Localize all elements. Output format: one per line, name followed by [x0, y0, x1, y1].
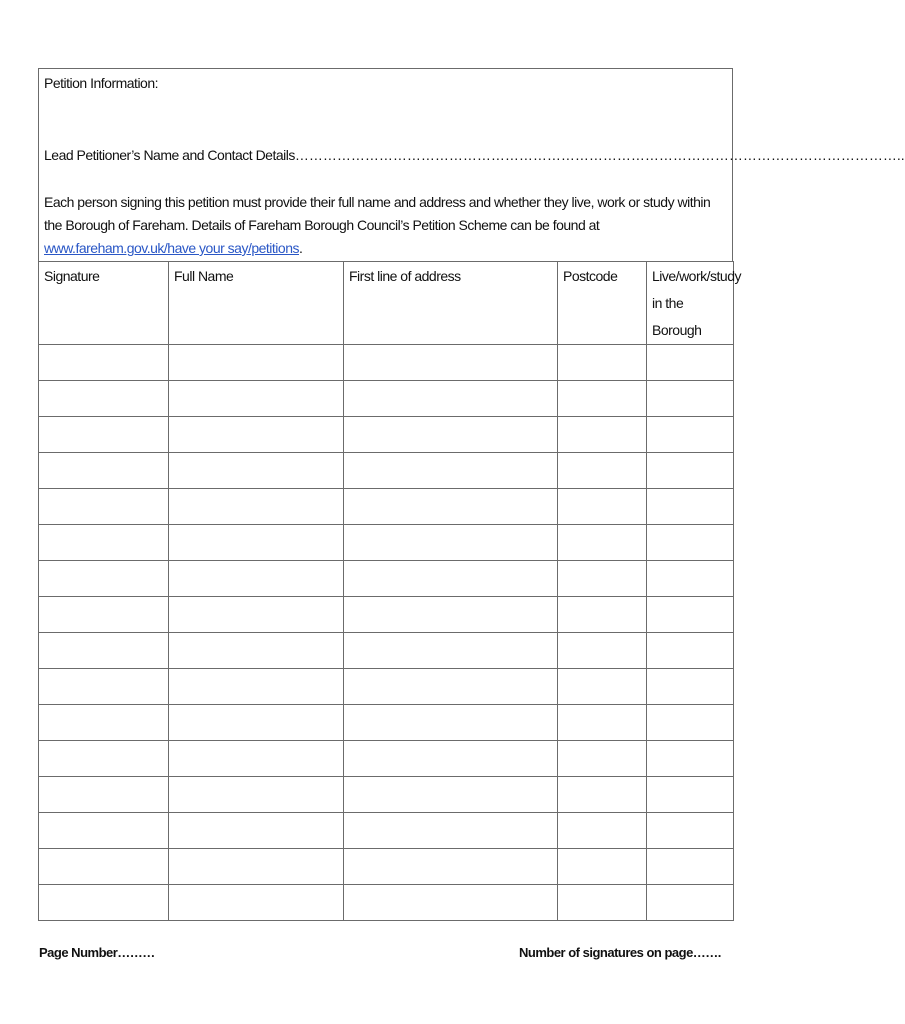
cell-postcode[interactable] [558, 813, 647, 849]
column-header-live-work-study: Live/work/study in the Borough [647, 262, 734, 345]
cell-full-name[interactable] [169, 417, 344, 453]
cell-live-work-study[interactable] [647, 525, 734, 561]
cell-live-work-study[interactable] [647, 633, 734, 669]
cell-full-name[interactable] [169, 705, 344, 741]
instructions-end: . [299, 240, 303, 256]
table-row [39, 813, 734, 849]
signature-table [38, 261, 741, 921]
cell-live-work-study[interactable] [647, 381, 734, 417]
lead-petitioner-dots[interactable]: ………………………………………………………………………………………………………………….. [294, 147, 905, 163]
cell-live-work-study[interactable] [647, 885, 734, 921]
cell-address[interactable] [344, 813, 558, 849]
cell-live-work-study[interactable] [647, 561, 734, 597]
cell-full-name[interactable] [169, 777, 344, 813]
cell-address[interactable] [344, 777, 558, 813]
cell-address[interactable] [344, 633, 558, 669]
table-row [39, 777, 734, 813]
cell-full-name[interactable] [169, 849, 344, 885]
cell-address[interactable] [344, 561, 558, 597]
cell-postcode[interactable] [558, 453, 647, 489]
instructions-text: Each person signing this petition must provide their full name and address and whether they live, work or study within the Borough of Fareham. Details of Fareham Borough Council’s Petition Scheme can be found at [44, 194, 711, 233]
cell-full-name[interactable] [169, 741, 344, 777]
cell-postcode[interactable] [558, 633, 647, 669]
cell-live-work-study[interactable] [647, 597, 734, 633]
table-row [39, 417, 734, 453]
cell-signature[interactable] [39, 849, 169, 885]
cell-live-work-study[interactable] [647, 741, 734, 777]
cell-signature[interactable] [39, 525, 169, 561]
cell-live-work-study[interactable] [647, 453, 734, 489]
cell-full-name[interactable] [169, 813, 344, 849]
petition-info-title: Petition Information: [44, 75, 159, 91]
cell-address[interactable] [344, 741, 558, 777]
cell-postcode[interactable] [558, 381, 647, 417]
table-row [39, 525, 734, 561]
cell-full-name[interactable] [169, 885, 344, 921]
cell-signature[interactable] [39, 669, 169, 705]
table-row [39, 561, 734, 597]
cell-live-work-study[interactable] [647, 489, 734, 525]
cell-signature[interactable] [39, 705, 169, 741]
cell-full-name[interactable] [169, 669, 344, 705]
petition-scheme-link[interactable]: www.fareham.gov.uk/have your say/petitions [44, 240, 299, 256]
cell-signature[interactable] [39, 453, 169, 489]
table-row [39, 849, 734, 885]
cell-signature[interactable] [39, 813, 169, 849]
cell-address[interactable] [344, 849, 558, 885]
cell-postcode[interactable] [558, 669, 647, 705]
cell-full-name[interactable] [169, 381, 344, 417]
cell-address[interactable] [344, 597, 558, 633]
table-row [39, 345, 734, 381]
cell-postcode[interactable] [558, 885, 647, 921]
cell-address[interactable] [344, 885, 558, 921]
column-header-postcode: Postcode [558, 262, 647, 345]
cell-full-name[interactable] [169, 597, 344, 633]
cell-live-work-study[interactable] [647, 669, 734, 705]
column-header-address: First line of address [344, 262, 558, 345]
table-row [39, 633, 734, 669]
table-header-row [39, 262, 734, 345]
cell-live-work-study[interactable] [647, 345, 734, 381]
cell-postcode[interactable] [558, 525, 647, 561]
lead-petitioner-label: Lead Petitioner’s Name and Contact Details [44, 147, 295, 163]
cell-full-name[interactable] [169, 489, 344, 525]
cell-signature[interactable] [39, 633, 169, 669]
cell-signature[interactable] [39, 885, 169, 921]
cell-postcode[interactable] [558, 345, 647, 381]
table-row [39, 669, 734, 705]
cell-postcode[interactable] [558, 705, 647, 741]
petition-info-box [38, 68, 905, 261]
cell-full-name[interactable] [169, 453, 344, 489]
cell-live-work-study[interactable] [647, 849, 734, 885]
cell-address[interactable] [344, 525, 558, 561]
cell-live-work-study[interactable] [647, 813, 734, 849]
column-header-signature: Signature [39, 262, 169, 345]
cell-address[interactable] [344, 489, 558, 525]
cell-postcode[interactable] [558, 417, 647, 453]
cell-signature[interactable] [39, 561, 169, 597]
cell-address[interactable] [344, 345, 558, 381]
cell-signature[interactable] [39, 777, 169, 813]
cell-address[interactable] [344, 417, 558, 453]
cell-live-work-study[interactable] [647, 777, 734, 813]
table-row [39, 489, 734, 525]
page-number-field[interactable]: Page Number……… [39, 945, 155, 960]
column-header-full-name: Full Name [169, 262, 344, 345]
cell-full-name[interactable] [169, 345, 344, 381]
cell-address[interactable] [344, 705, 558, 741]
cell-full-name[interactable] [169, 561, 344, 597]
cell-postcode[interactable] [558, 741, 647, 777]
cell-signature[interactable] [39, 597, 169, 633]
cell-signature[interactable] [39, 381, 169, 417]
table-row [39, 381, 734, 417]
cell-postcode[interactable] [558, 489, 647, 525]
petition-instructions [44, 191, 724, 260]
cell-postcode[interactable] [558, 561, 647, 597]
signature-table-body [39, 345, 734, 921]
cell-signature[interactable] [39, 345, 169, 381]
cell-live-work-study[interactable] [647, 705, 734, 741]
cell-postcode[interactable] [558, 597, 647, 633]
cell-address[interactable] [344, 669, 558, 705]
cell-signature[interactable] [39, 417, 169, 453]
cell-postcode[interactable] [558, 849, 647, 885]
table-row [39, 705, 734, 741]
cell-signature[interactable] [39, 741, 169, 777]
cell-full-name[interactable] [169, 525, 344, 561]
cell-postcode[interactable] [558, 777, 647, 813]
cell-full-name[interactable] [169, 633, 344, 669]
table-row [39, 741, 734, 777]
table-row [39, 597, 734, 633]
signature-count-field[interactable]: Number of signatures on page……. [519, 945, 721, 960]
cell-address[interactable] [344, 381, 558, 417]
table-row [39, 885, 734, 921]
lead-petitioner-line [44, 146, 905, 165]
cell-signature[interactable] [39, 489, 169, 525]
table-row [39, 453, 734, 489]
cell-address[interactable] [344, 453, 558, 489]
cell-live-work-study[interactable] [647, 417, 734, 453]
